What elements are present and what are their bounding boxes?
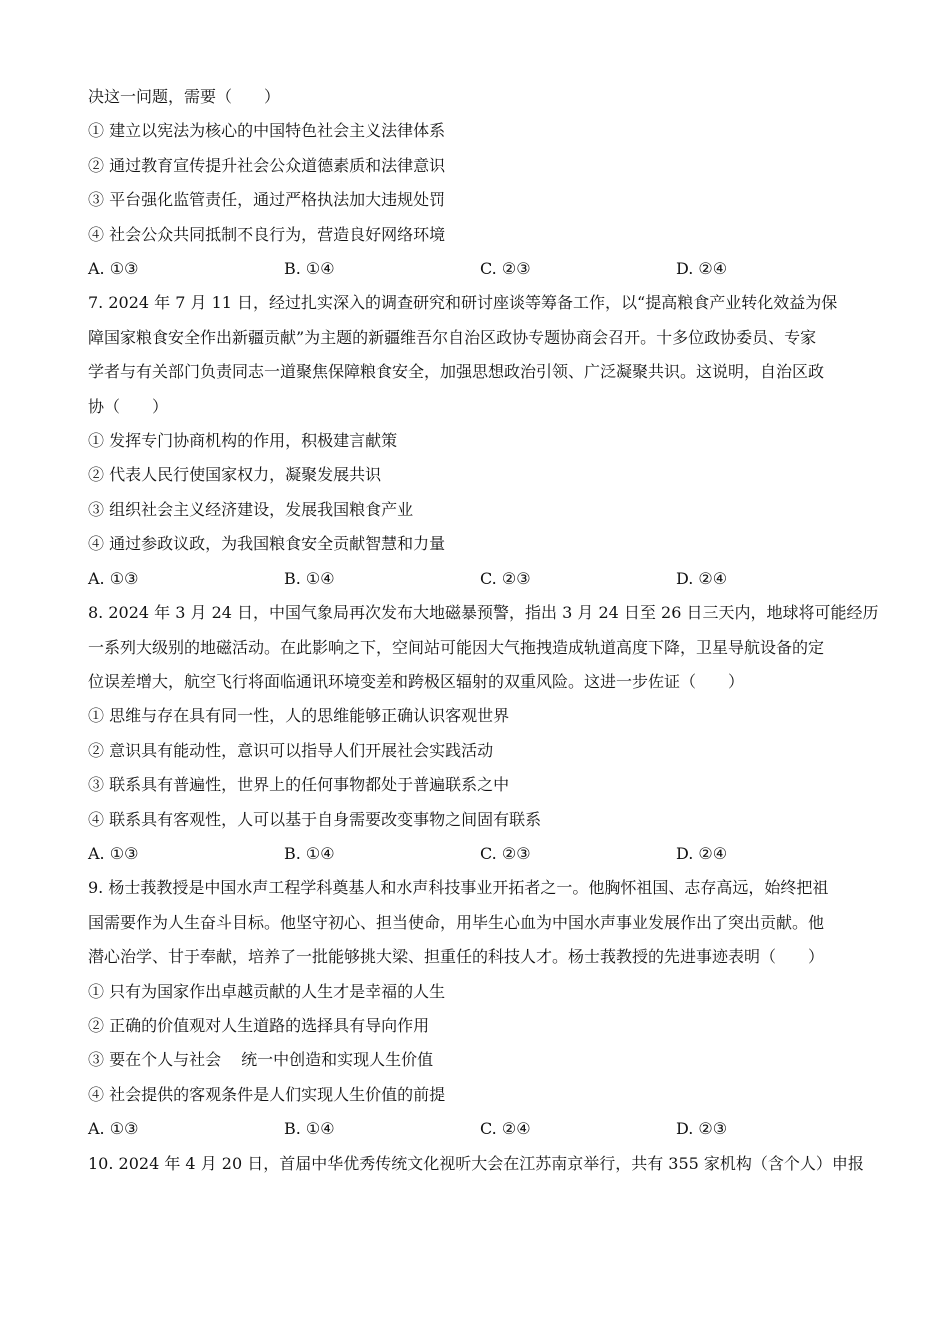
answer-options [88, 837, 878, 871]
option-d: D. ②④ [676, 843, 728, 863]
statement-3: ③ 组织社会主义经济建设，发展我国粮食产业 [88, 499, 414, 519]
question-stem-line: 8. 2024 年 3 月 24 日，中国气象局再次发布大地磁暴预警，指出 3 月 24 日至 26 日三天内，地球将可能经历 [88, 603, 879, 623]
statement-3: ③ 平台强化监管责任，通过严格执法加大违规处罚 [88, 190, 446, 210]
question-10 [88, 1147, 878, 1181]
statement-2: ② 代表人民行使国家权力，凝聚发展共识 [88, 465, 382, 485]
exam-page [88, 80, 878, 1181]
statement-1: ① 建立以宪法为核心的中国特色社会主义法律体系 [88, 121, 446, 141]
option-b: B. ①④ [284, 1119, 335, 1139]
statement-3 [88, 1043, 878, 1077]
answer-options [88, 1112, 878, 1146]
option-b: B. ①④ [284, 568, 335, 588]
statement-4: ④ 社会提供的客观条件是人们实现人生价值的前提 [88, 1084, 446, 1104]
answer-options [88, 252, 878, 286]
question-stem-line: 障国家粮食安全作出新疆贡献”为主题的新疆维吾尔自治区政协专题协商会召开。十多位政协委员、专家 [88, 327, 817, 347]
question-stem-line: 潜心治学、甘于奉献，培养了一批能够挑大梁、担重任的科技人才。杨士莪教授的先进事迹表明（ ） [88, 947, 825, 967]
option-c: C. ②③ [480, 843, 531, 863]
statement-1: ① 只有为国家作出卓越贡献的人生才是幸福的人生 [88, 981, 446, 1001]
statement-3-part1: ③ 要在个人与社会 [88, 1050, 222, 1070]
option-d: D. ②④ [676, 259, 728, 279]
option-a: A. ①③ [88, 843, 139, 863]
statement-4: ④ 联系具有客观性，人可以基于自身需要改变事物之间固有联系 [88, 809, 542, 829]
question-stem-line: 7. 2024 年 7 月 11 日，经过扎实深入的调查研究和研讨座谈等筹备工作，以“提高粮食产业转化效益为保 [88, 293, 838, 313]
statement-4: ④ 社会公众共同抵制不良行为，营造良好网络环境 [88, 224, 446, 244]
statement-3: ③ 联系具有普遍性，世界上的任何事物都处于普遍联系之中 [88, 775, 510, 795]
answer-options [88, 562, 878, 596]
option-c: C. ②③ [480, 568, 531, 588]
question-stem-line: 学者与有关部门负责同志一道聚焦保障粮食安全，加强思想政治引领、广泛凝聚共识。这说明，自治区政 [88, 362, 825, 382]
question-stem: 决这一问题，需要（ ） [88, 87, 281, 106]
statement-4: ④ 通过参政议政，为我国粮食安全贡献智慧和力量 [88, 534, 446, 554]
statement-1: ① 思维与存在具有同一性，人的思维能够正确认识客观世界 [88, 706, 510, 726]
statement-2: ② 通过教育宣传提升社会公众道德素质和法律意识 [88, 155, 446, 175]
option-c: C. ②③ [480, 259, 531, 279]
option-b: B. ①④ [284, 843, 335, 863]
question-7 [88, 286, 878, 596]
statement-1: ① 发挥专门协商机构的作用，积极建言献策 [88, 431, 398, 451]
question-stem-line: 国需要作为人生奋斗目标。他坚守初心、担当使命，用毕生心血为中国水声事业发展作出了突出贡献。他 [88, 912, 825, 932]
question-stem-line: 协（ ） [88, 396, 169, 416]
option-c: C. ②④ [480, 1119, 531, 1139]
question-stem-line: 9. 杨士莪教授是中国水声工程学科奠基人和水声科技事业开拓者之一。他胸怀祖国、志存高远，始终把祖 [88, 878, 829, 898]
question-9 [88, 871, 878, 1146]
option-a: A. ①③ [88, 1119, 139, 1139]
option-a: A. ①③ [88, 568, 139, 588]
question-6 [88, 80, 878, 286]
statement-3-part2: 统一中创造和实现人生价值 [241, 1050, 434, 1070]
question-stem-line: 一系列大级别的地磁活动。在此影响之下，空间站可能因大气拖拽造成轨道高度下降，卫星导航设备的定 [88, 637, 825, 657]
statement-2: ② 意识具有能动性，意识可以指导人们开展社会实践活动 [88, 740, 494, 760]
question-stem-line: 位误差增大，航空飞行将面临通讯环境变差和跨极区辐射的双重风险。这进一步佐证（ ） [88, 671, 745, 691]
option-d: D. ②③ [676, 1119, 728, 1139]
statement-2: ② 正确的价值观对人生道路的选择具有导向作用 [88, 1015, 430, 1035]
question-stem-line: 10. 2024 年 4 月 20 日，首届中华优秀传统文化视听大会在江苏南京举行，共有 355 家机构（含个人）申报 [88, 1153, 864, 1173]
option-a: A. ①③ [88, 259, 139, 279]
option-b: B. ①④ [284, 259, 335, 279]
option-d: D. ②④ [676, 568, 728, 588]
question-8 [88, 596, 878, 871]
